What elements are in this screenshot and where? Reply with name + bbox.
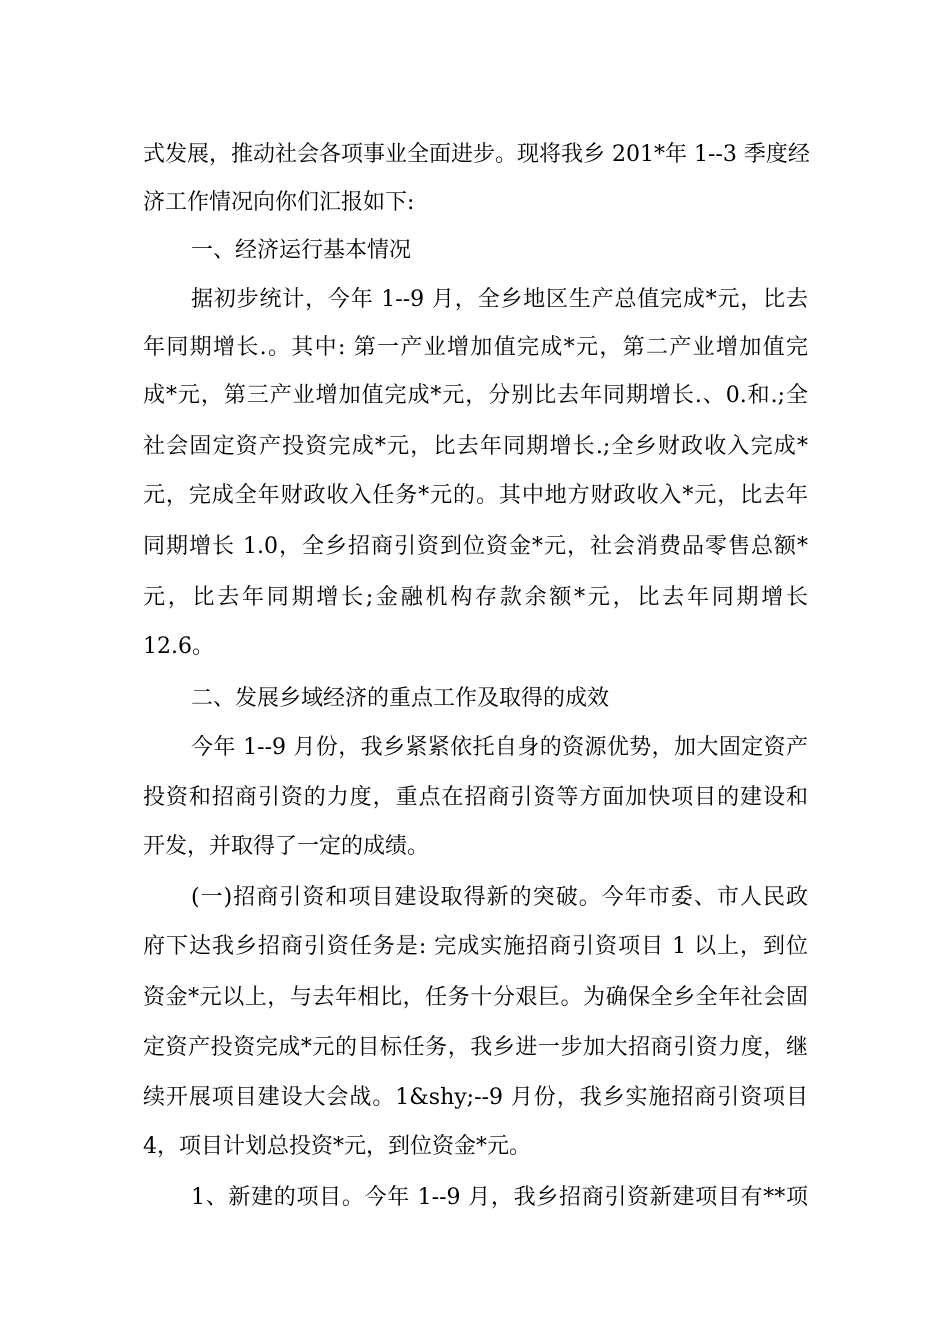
paragraph-line: 4，项目计划总投资*元，到位资金*元。 bbox=[143, 1134, 531, 1159]
paragraph-line: 式发展，推动社会各项事业全面进步。现将我乡 201*年 1--3 季度经 bbox=[143, 142, 810, 167]
paragraph-line: 年同期增长.。其中: 第一产业增加值完成*元，第二产业增加值完 bbox=[143, 335, 808, 360]
paragraph-line: 今年 1--9 月份，我乡紧紧依托自身的资源优势，加大固定资产 bbox=[191, 735, 808, 760]
paragraph-line: 社会固定资产投资完成*元，比去年同期增长.;全乡财政收入完成* bbox=[143, 434, 808, 459]
paragraph-line: 资金*元以上，与去年相比，任务十分艰巨。为确保全乡全年社会固 bbox=[143, 985, 808, 1010]
paragraph-line: 投资和招商引资的力度，重点在招商引资等方面加快项目的建设和 bbox=[143, 785, 808, 810]
paragraph-line: 续开展项目建设大会战。1&shy;--9 月份，我乡实施招商引资项目 bbox=[143, 1085, 808, 1110]
paragraph-line: 12.6。 bbox=[143, 634, 214, 659]
paragraph-line: 1、新建的项目。今年 1--9 月，我乡招商引资新建项目有**项 bbox=[191, 1185, 808, 1210]
paragraph-line: 开发，并取得了一定的成绩。 bbox=[143, 834, 430, 859]
paragraph-line: 济工作情况向你们汇报如下: bbox=[143, 190, 415, 215]
paragraph-line: 府下达我乡招商引资任务是: 完成实施招商引资项目 1 以上，到位 bbox=[143, 934, 808, 959]
paragraph-line: 同期增长 1.0，全乡招商引资到位资金*元，社会消费品零售总额* bbox=[143, 534, 808, 559]
subsection-heading: (一)招商引资和项目建设取得新的突破。今年市委、市人民政 bbox=[191, 885, 808, 910]
section-heading: 一、经济运行基本情况 bbox=[191, 238, 412, 263]
paragraph-line: 据初步统计，今年 1--9 月，全乡地区生产总值完成*元，比去 bbox=[191, 287, 808, 312]
paragraph-line: 成*元，第三产业增加值完成*元，分别比去年同期增长.、0.和.;全 bbox=[143, 383, 808, 408]
paragraph-line: 定资产投资完成*元的目标任务，我乡进一步加大招商引资力度，继 bbox=[143, 1035, 808, 1060]
paragraph-line: 元，完成全年财政收入任务*元的。其中地方财政收入*元，比去年 bbox=[143, 483, 808, 508]
paragraph-line: 元，比去年同期增长;金融机构存款余额*元，比去年同期增长 bbox=[143, 585, 808, 610]
section-heading: 二、发展乡域经济的重点工作及取得的成效 bbox=[191, 686, 610, 711]
